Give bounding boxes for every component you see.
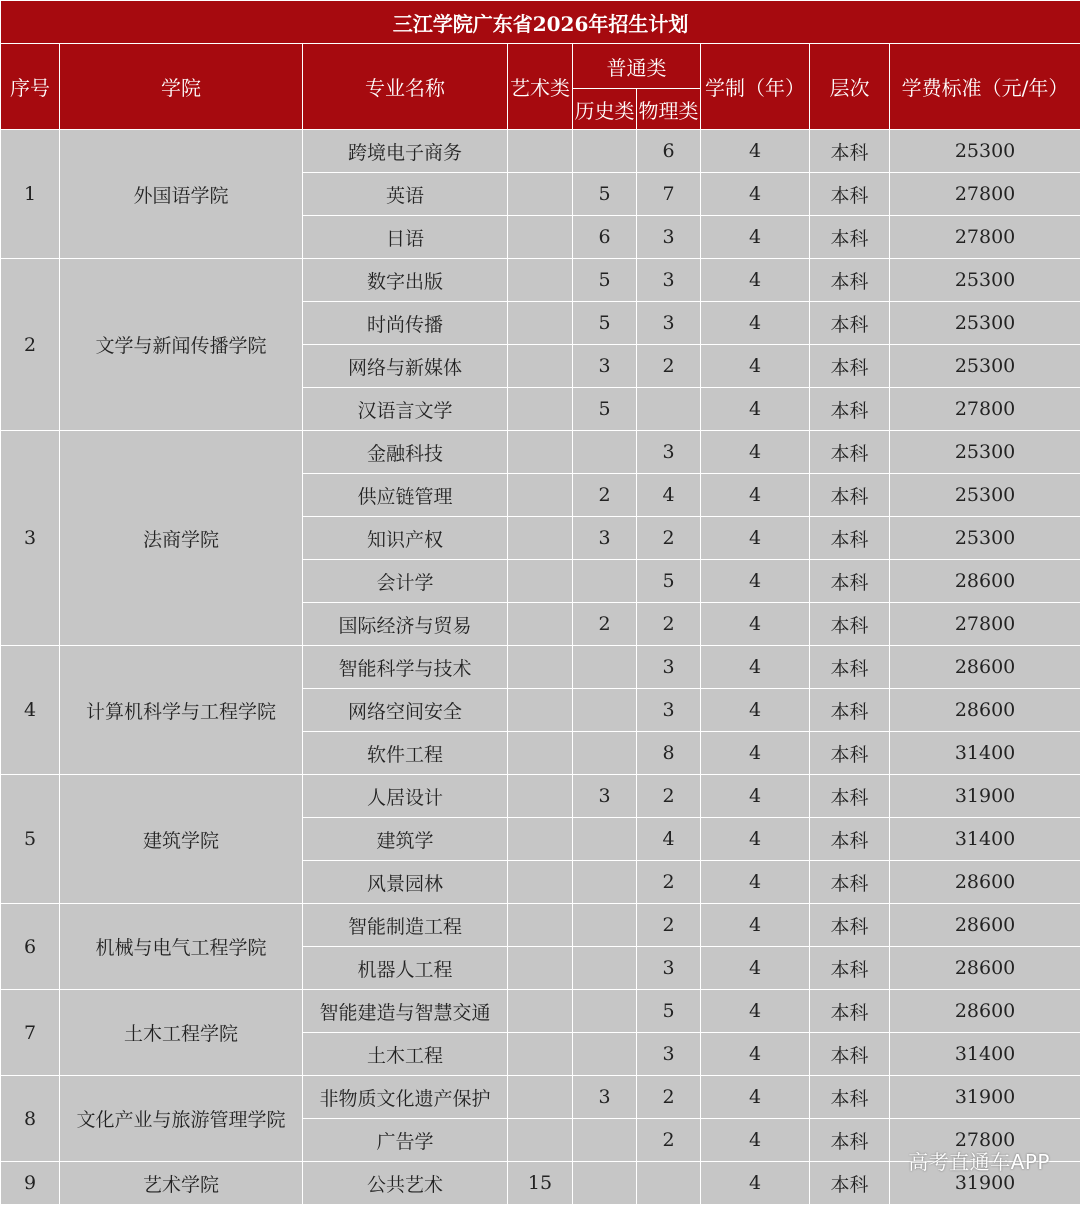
cell-tuition: 27800 [890, 216, 1080, 259]
cell-history: 3 [573, 345, 637, 388]
cell-tuition: 31400 [890, 818, 1080, 861]
cell-college: 土木工程学院 [60, 990, 303, 1076]
cell-level: 本科 [810, 388, 890, 431]
cell-level: 本科 [810, 646, 890, 689]
header-physics: 物理类 [637, 89, 701, 130]
table-row [1, 990, 1080, 1033]
cell-level: 本科 [810, 904, 890, 947]
cell-level: 本科 [810, 689, 890, 732]
cell-tuition: 31400 [890, 732, 1080, 775]
cell-tuition: 28600 [890, 904, 1080, 947]
cell-years: 4 [701, 173, 810, 216]
header-seq: 序号 [1, 44, 60, 130]
table-row [1, 1076, 1080, 1119]
cell-level: 本科 [810, 431, 890, 474]
cell-level: 本科 [810, 861, 890, 904]
table-title: 三江学院广东省2026年招生计划 [1, 1, 1080, 44]
cell-physics: 4 [637, 818, 701, 861]
cell-art [508, 345, 573, 388]
cell-level: 本科 [810, 1033, 890, 1076]
cell-level: 本科 [810, 775, 890, 818]
cell-level: 本科 [810, 474, 890, 517]
cell-history: 3 [573, 1076, 637, 1119]
cell-seq: 3 [1, 431, 60, 646]
cell-art [508, 947, 573, 990]
cell-major: 软件工程 [303, 732, 508, 775]
cell-college: 机械与电气工程学院 [60, 904, 303, 990]
cell-tuition: 25300 [890, 259, 1080, 302]
cell-tuition: 31900 [890, 1162, 1080, 1205]
cell-years: 4 [701, 1076, 810, 1119]
cell-level: 本科 [810, 1119, 890, 1162]
cell-major: 智能制造工程 [303, 904, 508, 947]
cell-art [508, 990, 573, 1033]
cell-physics: 2 [637, 904, 701, 947]
cell-history [573, 689, 637, 732]
table-row [1, 259, 1080, 302]
table-row [1, 775, 1080, 818]
cell-years: 4 [701, 130, 810, 173]
cell-physics: 2 [637, 603, 701, 646]
cell-major: 数字出版 [303, 259, 508, 302]
cell-art: 15 [508, 1162, 573, 1205]
cell-history [573, 431, 637, 474]
cell-college: 艺术学院 [60, 1162, 303, 1205]
cell-history [573, 732, 637, 775]
cell-history: 6 [573, 216, 637, 259]
cell-history [573, 1119, 637, 1162]
cell-major: 智能科学与技术 [303, 646, 508, 689]
cell-seq: 6 [1, 904, 60, 990]
cell-level: 本科 [810, 259, 890, 302]
cell-years: 4 [701, 560, 810, 603]
table-body [1, 130, 1080, 1205]
cell-major: 土木工程 [303, 1033, 508, 1076]
header-tuition: 学费标准（元/年） [890, 44, 1080, 130]
cell-level: 本科 [810, 560, 890, 603]
header-general: 普通类 [573, 44, 701, 89]
cell-history: 2 [573, 474, 637, 517]
cell-art [508, 259, 573, 302]
cell-tuition: 28600 [890, 646, 1080, 689]
cell-physics: 3 [637, 947, 701, 990]
cell-art [508, 302, 573, 345]
cell-years: 4 [701, 345, 810, 388]
cell-tuition: 25300 [890, 474, 1080, 517]
cell-physics: 2 [637, 1076, 701, 1119]
cell-history [573, 861, 637, 904]
cell-tuition: 31900 [890, 1076, 1080, 1119]
cell-history: 3 [573, 517, 637, 560]
table-row [1, 646, 1080, 689]
cell-major: 会计学 [303, 560, 508, 603]
cell-art [508, 689, 573, 732]
cell-art [508, 216, 573, 259]
cell-physics: 2 [637, 345, 701, 388]
cell-major: 供应链管理 [303, 474, 508, 517]
cell-history [573, 904, 637, 947]
cell-major: 机器人工程 [303, 947, 508, 990]
cell-physics: 8 [637, 732, 701, 775]
cell-history [573, 990, 637, 1033]
cell-history: 3 [573, 775, 637, 818]
cell-years: 4 [701, 904, 810, 947]
cell-major: 公共艺术 [303, 1162, 508, 1205]
cell-physics: 2 [637, 517, 701, 560]
cell-tuition: 25300 [890, 130, 1080, 173]
cell-history [573, 818, 637, 861]
cell-level: 本科 [810, 302, 890, 345]
cell-major: 建筑学 [303, 818, 508, 861]
cell-tuition: 28600 [890, 560, 1080, 603]
cell-major: 智能建造与智慧交通 [303, 990, 508, 1033]
watermark: 高考直通车APP [908, 1146, 1050, 1175]
cell-physics: 3 [637, 1033, 701, 1076]
cell-years: 4 [701, 947, 810, 990]
cell-level: 本科 [810, 216, 890, 259]
cell-physics: 3 [637, 259, 701, 302]
cell-major: 网络与新媒体 [303, 345, 508, 388]
cell-tuition: 28600 [890, 947, 1080, 990]
cell-years: 4 [701, 1033, 810, 1076]
cell-years: 4 [701, 732, 810, 775]
cell-seq: 7 [1, 990, 60, 1076]
cell-seq: 4 [1, 646, 60, 775]
cell-major: 日语 [303, 216, 508, 259]
cell-art [508, 1076, 573, 1119]
cell-years: 4 [701, 689, 810, 732]
header-years: 学制（年） [701, 44, 810, 130]
cell-history: 5 [573, 302, 637, 345]
cell-tuition: 28600 [890, 861, 1080, 904]
cell-level: 本科 [810, 517, 890, 560]
cell-major: 网络空间安全 [303, 689, 508, 732]
cell-history [573, 130, 637, 173]
cell-history: 5 [573, 388, 637, 431]
cell-art [508, 904, 573, 947]
cell-history [573, 646, 637, 689]
cell-level: 本科 [810, 345, 890, 388]
cell-major: 英语 [303, 173, 508, 216]
cell-years: 4 [701, 775, 810, 818]
cell-years: 4 [701, 1162, 810, 1205]
cell-level: 本科 [810, 603, 890, 646]
cell-years: 4 [701, 646, 810, 689]
cell-art [508, 560, 573, 603]
cell-art [508, 474, 573, 517]
cell-physics: 7 [637, 173, 701, 216]
cell-years: 4 [701, 990, 810, 1033]
cell-history [573, 947, 637, 990]
cell-major: 非物质文化遗产保护 [303, 1076, 508, 1119]
cell-seq: 1 [1, 130, 60, 259]
cell-physics: 5 [637, 560, 701, 603]
cell-physics: 3 [637, 431, 701, 474]
cell-major: 金融科技 [303, 431, 508, 474]
cell-art [508, 431, 573, 474]
cell-years: 4 [701, 259, 810, 302]
cell-tuition: 27800 [890, 388, 1080, 431]
cell-tuition: 28600 [890, 990, 1080, 1033]
cell-art [508, 1033, 573, 1076]
cell-physics: 2 [637, 861, 701, 904]
cell-tuition: 25300 [890, 517, 1080, 560]
cell-college: 法商学院 [60, 431, 303, 646]
cell-major: 汉语言文学 [303, 388, 508, 431]
cell-major: 广告学 [303, 1119, 508, 1162]
cell-physics: 6 [637, 130, 701, 173]
cell-tuition: 28600 [890, 689, 1080, 732]
cell-tuition: 25300 [890, 431, 1080, 474]
cell-history [573, 560, 637, 603]
cell-major: 国际经济与贸易 [303, 603, 508, 646]
cell-major: 知识产权 [303, 517, 508, 560]
cell-years: 4 [701, 388, 810, 431]
cell-seq: 8 [1, 1076, 60, 1162]
cell-level: 本科 [810, 1076, 890, 1119]
cell-tuition: 27800 [890, 173, 1080, 216]
cell-college: 计算机科学与工程学院 [60, 646, 303, 775]
cell-art [508, 517, 573, 560]
header-level: 层次 [810, 44, 890, 130]
cell-physics [637, 1162, 701, 1205]
cell-years: 4 [701, 603, 810, 646]
header-major: 专业名称 [303, 44, 508, 130]
cell-physics: 3 [637, 646, 701, 689]
cell-tuition: 25300 [890, 302, 1080, 345]
header-history: 历史类 [573, 89, 637, 130]
cell-physics [637, 388, 701, 431]
cell-level: 本科 [810, 173, 890, 216]
header-college: 学院 [60, 44, 303, 130]
cell-art [508, 775, 573, 818]
cell-years: 4 [701, 818, 810, 861]
cell-history: 2 [573, 603, 637, 646]
cell-years: 4 [701, 474, 810, 517]
cell-art [508, 173, 573, 216]
cell-major: 时尚传播 [303, 302, 508, 345]
cell-major: 跨境电子商务 [303, 130, 508, 173]
cell-art [508, 732, 573, 775]
cell-level: 本科 [810, 990, 890, 1033]
cell-level: 本科 [810, 732, 890, 775]
cell-level: 本科 [810, 947, 890, 990]
cell-level: 本科 [810, 130, 890, 173]
cell-seq: 5 [1, 775, 60, 904]
header-art: 艺术类 [508, 44, 573, 130]
cell-seq: 9 [1, 1162, 60, 1205]
cell-history: 5 [573, 173, 637, 216]
cell-physics: 2 [637, 775, 701, 818]
cell-history [573, 1162, 637, 1205]
cell-major: 人居设计 [303, 775, 508, 818]
cell-art [508, 1119, 573, 1162]
table-row [1, 130, 1080, 173]
table-row [1, 904, 1080, 947]
cell-history [573, 1033, 637, 1076]
cell-physics: 3 [637, 689, 701, 732]
cell-physics: 5 [637, 990, 701, 1033]
cell-years: 4 [701, 431, 810, 474]
cell-tuition: 27800 [890, 603, 1080, 646]
cell-physics: 3 [637, 216, 701, 259]
cell-college: 文学与新闻传播学院 [60, 259, 303, 431]
cell-art [508, 646, 573, 689]
cell-physics: 3 [637, 302, 701, 345]
cell-art [508, 861, 573, 904]
cell-art [508, 818, 573, 861]
cell-college: 外国语学院 [60, 130, 303, 259]
cell-level: 本科 [810, 1162, 890, 1205]
cell-years: 4 [701, 517, 810, 560]
cell-seq: 2 [1, 259, 60, 431]
cell-tuition: 27800 [890, 1119, 1080, 1162]
cell-history: 5 [573, 259, 637, 302]
cell-college: 文化产业与旅游管理学院 [60, 1076, 303, 1162]
cell-physics: 4 [637, 474, 701, 517]
cell-tuition: 25300 [890, 345, 1080, 388]
cell-tuition: 31900 [890, 775, 1080, 818]
cell-level: 本科 [810, 818, 890, 861]
cell-physics: 2 [637, 1119, 701, 1162]
cell-art [508, 388, 573, 431]
cell-college: 建筑学院 [60, 775, 303, 904]
cell-art [508, 603, 573, 646]
cell-years: 4 [701, 1119, 810, 1162]
cell-years: 4 [701, 216, 810, 259]
table-row [1, 431, 1080, 474]
cell-years: 4 [701, 861, 810, 904]
cell-major: 风景园林 [303, 861, 508, 904]
cell-years: 4 [701, 302, 810, 345]
cell-art [508, 130, 573, 173]
cell-tuition: 31400 [890, 1033, 1080, 1076]
